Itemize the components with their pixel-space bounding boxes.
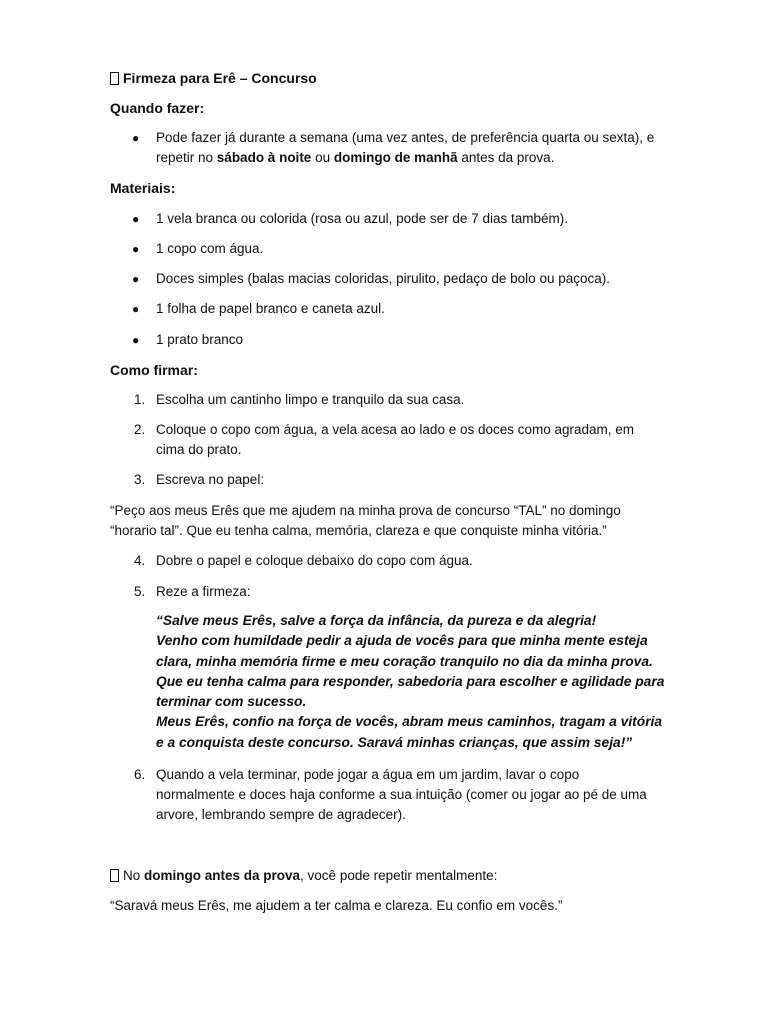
title-text: Firmeza para Erê – Concurso	[123, 70, 317, 86]
material-item: ● 1 vela branca ou colorida (rosa ou azul, pode ser de 7 dias também).	[110, 209, 655, 229]
bullet-icon: ●	[132, 242, 140, 256]
material-item: ● 1 copo com água.	[110, 239, 655, 259]
how-heading: Como firmar:	[110, 362, 198, 378]
step-item: 6. Quando a vela terminar, pode jogar a água em um jardim, lavar o copo normalmente e doces haja conforme a sua intuição (comer ou jogar ao pé de uma arvore, lembrando sempre de agradecer).	[134, 767, 647, 822]
prayer-line: Meus Erês, confio na força de vocês, abram meus caminhos, tragam a vitória e a conquista deste concurso. Saravá minhas crianças, que assim seja!”	[156, 714, 663, 750]
step-item: 2. Coloque o copo com água, a vela acesa ao lado e os doces como agradam, em cima do prato.	[134, 422, 635, 457]
missing-glyph-icon	[110, 72, 119, 85]
material-item: ● 1 folha de papel branco e caneta azul.	[110, 299, 655, 319]
paper-quote: “Peço aos meus Erês que me ajudem na minha prova de concurso “TAL” no domingo “horario tal”. Que eu tenha calma, memória, clareza e que conquiste minha vitória.”	[110, 503, 621, 538]
step-item: 3. Escreva no papel:	[134, 472, 265, 487]
sunday-quote: “Saravá meus Erês, me ajudem a ter calma e clareza. Eu confio em vocês.”	[110, 898, 563, 913]
prayer-line: Que eu tenha calma para responder, sabedoria para escolher e agilidade para terminar com sucesso.	[156, 673, 665, 710]
prayer-line: “Salve meus Erês, salve a força da infância, da pureza e da alegria!	[156, 613, 597, 628]
prayer-text	[156, 611, 666, 753]
material-item: ● 1 prato branco	[110, 330, 655, 350]
bullet-icon: ●	[132, 333, 140, 347]
bullet-icon: ●	[132, 272, 140, 286]
step-item: 1. Escolha um cantinho limpo e tranquilo da sua casa.	[134, 392, 465, 407]
prayer-line: Venho com humildade pedir a ajuda de vocês para que minha mente esteja clara, minha memória firme e meu coração tranquilo no dia da minha prova.	[156, 633, 653, 669]
when-heading: Quando fazer:	[110, 100, 205, 116]
step-item: 5. Reze a firmeza:	[134, 584, 251, 599]
step-item: 4. Dobre o papel e coloque debaixo do copo com água.	[134, 553, 473, 568]
when-item-text: Pode fazer já durante a semana (uma vez antes, de preferência quarta ou sexta), e repetir no sábado à noite ou domingo de manhã antes da prova.	[156, 130, 655, 165]
bullet-icon: ●	[132, 302, 140, 316]
bullet-icon: ●	[132, 131, 140, 145]
when-item	[110, 128, 655, 168]
missing-glyph-icon	[110, 869, 119, 882]
document-title	[110, 68, 670, 88]
materials-heading: Materiais:	[110, 180, 176, 196]
sunday-line: No domingo antes da prova, você pode repetir mentalmente:	[110, 866, 670, 886]
material-item: ● Doces simples (balas macias coloridas, pirulito, pedaço de bolo ou paçoca).	[110, 269, 655, 289]
bullet-icon: ●	[132, 212, 140, 226]
